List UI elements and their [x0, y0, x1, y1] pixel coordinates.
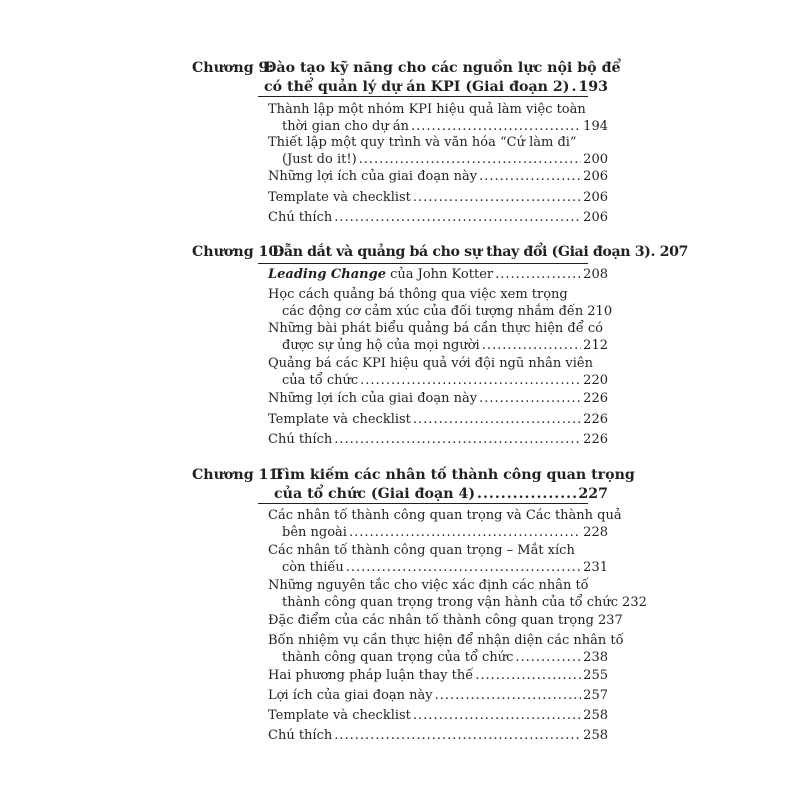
chapter-10-heading — [192, 242, 689, 262]
chapter-title-line2: có thể quản lý dự án KPI (Giai đoạn 2) — [264, 79, 570, 95]
toc-entry: Các nhân tố thành công quan trọng và Các thành quả bên ngoài ..... 228 — [268, 507, 608, 541]
toc-entry: Chú thích ..... 258 — [268, 727, 608, 744]
toc-entry: Những lợi ích của giai đoạn này ..... 226 — [268, 390, 608, 407]
toc-entry: Bốn nhiệm vụ cần thực hiện để nhận diện các nhân tố thành công quan trọng của tổ chức ..... 238 — [268, 632, 608, 666]
toc-entry: Các nhân tố thành công quan trọng – Mắt xích còn thiếu ..... 231 — [268, 542, 608, 576]
chapter-11-heading — [192, 465, 635, 505]
chapter-page: 227 — [578, 486, 608, 502]
toc-entry: Template và checklist ..... 206 — [268, 189, 608, 206]
chapter-page: 193 — [578, 79, 608, 95]
chapter-number: Chương 9: — [192, 60, 274, 76]
toc-entry: Chú thích ..... 206 — [268, 209, 608, 226]
toc-entry: Những bài phát biểu quảng bá cần thực hiện để có được sự ủng hộ của mọi người ..... 212 — [268, 320, 608, 354]
toc-entry: Quảng bá các KPI hiệu quả với đội ngũ nhân viên của tổ chức ..... 220 — [268, 355, 608, 389]
chapter-page: 207 — [659, 244, 689, 260]
toc-entry: Thiết lập một quy trình và văn hóa “Cứ làm đi” (Just do it!) ..... 200 — [268, 134, 608, 168]
chapter-title-line1: Tìm kiếm các nhân tố thành công quan trọng — [274, 467, 635, 483]
toc-entry: Hai phương pháp luận thay thế ..... 255 — [268, 667, 608, 684]
divider — [258, 96, 588, 97]
chapter-title-line1: Đào tạo kỹ năng cho các nguồn lực nội bộ để — [264, 60, 621, 76]
toc-entry: Những nguyên tắc cho việc xác định các nhân tố thành công quan trọng trong vận hành của tổ chức 232 — [268, 578, 647, 610]
divider — [258, 263, 588, 264]
chapter-number: Chương 10: — [192, 244, 284, 260]
chapter-number: Chương 11: — [192, 467, 284, 483]
toc-entry: Thành lập một nhóm KPI hiệu quả làm việc toàn thời gian cho dự án ..... 194 — [268, 101, 608, 135]
toc-entry: Học cách quảng bá thông qua việc xem trọng các động cơ cảm xúc của đối tượng nhắm đến 210 — [268, 287, 613, 319]
chapter-title-line1: Dẫn dắt và quảng bá cho sự thay đổi (Giai đoạn 3). — [272, 244, 656, 260]
chapter-9-heading — [192, 58, 621, 98]
toc-entry: Template và checklist ..... 226 — [268, 411, 608, 428]
toc-entry: Leading Change của John Kotter ..... 208 — [268, 266, 608, 283]
chapter-title-line2: của tổ chức (Giai đoạn 4) — [274, 486, 476, 502]
toc-entry: Lợi ích của giai đoạn này ..... 257 — [268, 687, 608, 704]
toc-entry: Đặc điểm của các nhân tố thành công quan trọng 237 — [268, 613, 623, 628]
toc-entry: Chú thích ..... 226 — [268, 431, 608, 448]
divider — [258, 503, 588, 504]
toc-entry: Template và checklist ..... 258 — [268, 707, 608, 724]
toc-entry: Những lợi ích của giai đoạn này ..... 206 — [268, 168, 608, 185]
